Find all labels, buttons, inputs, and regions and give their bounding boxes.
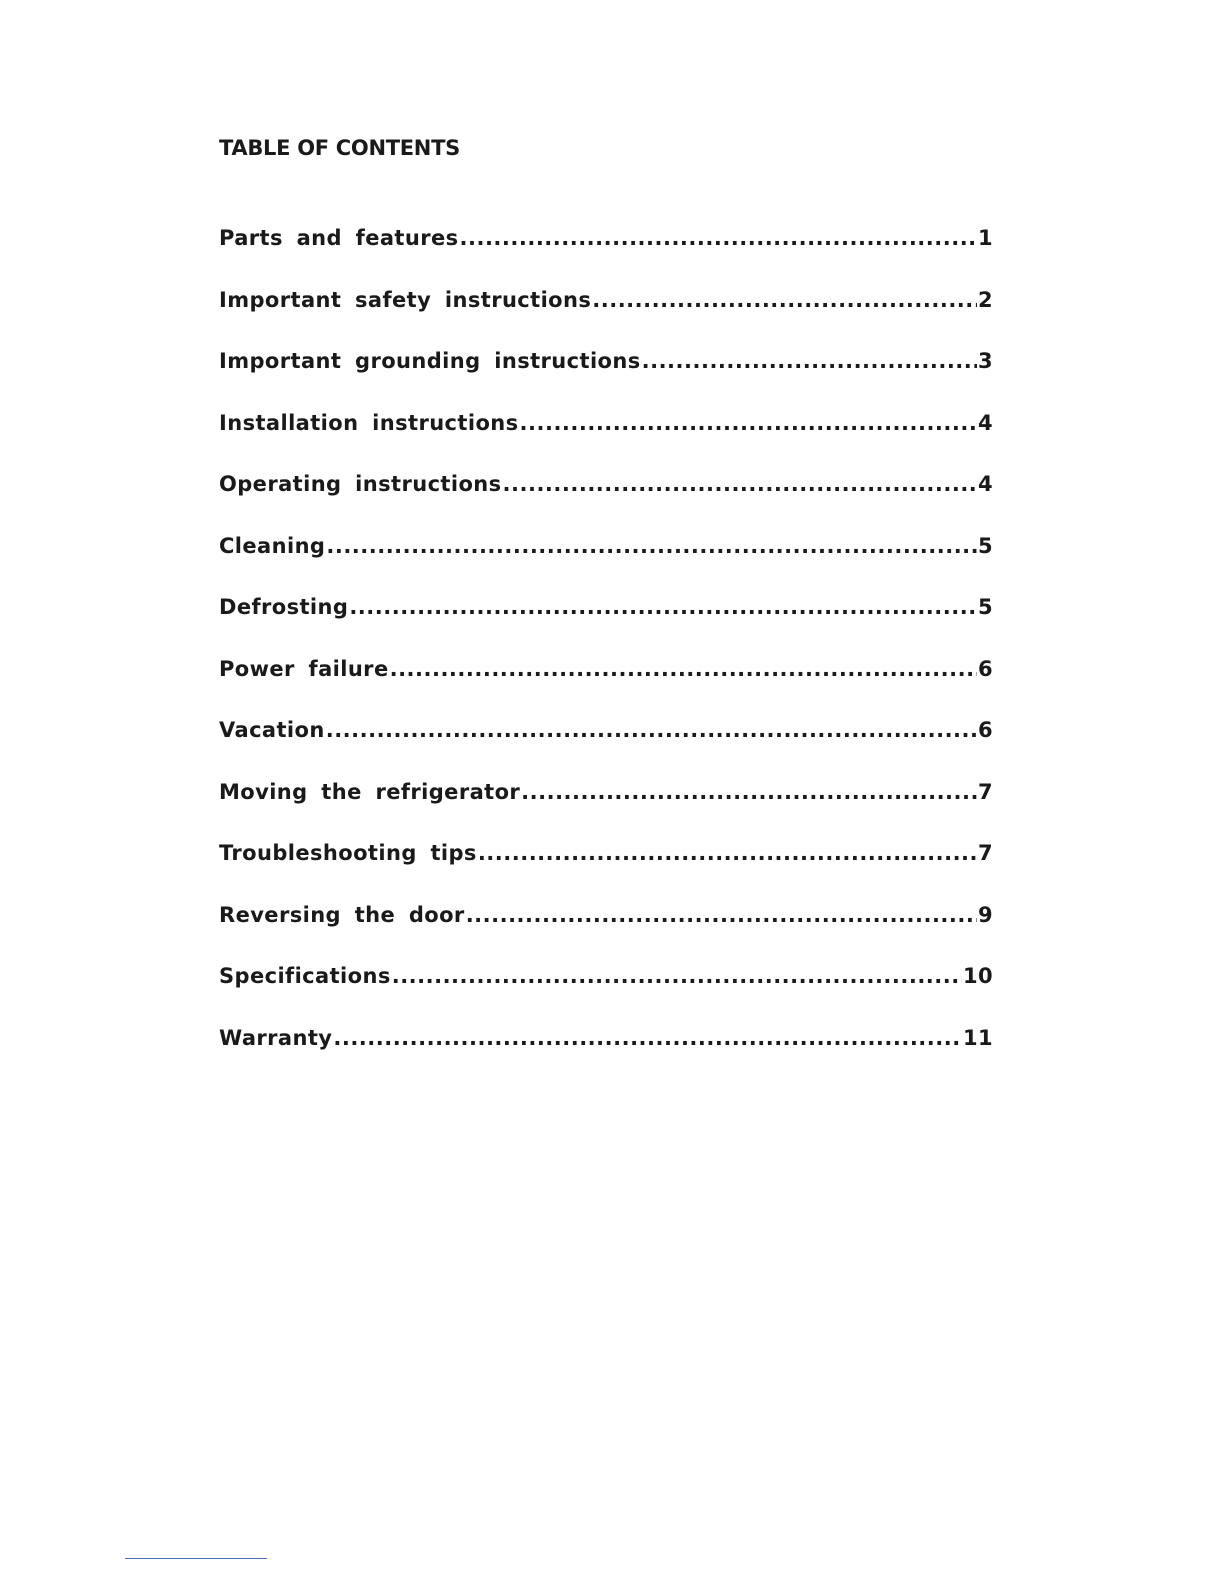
toc-entry-label: Moving the refrigerator — [219, 779, 521, 804]
toc-entry-page: 4 — [977, 410, 993, 435]
toc-dot-leader — [592, 284, 977, 316]
toc-list — [219, 222, 993, 1083]
toc-dot-leader — [520, 407, 977, 439]
toc-dot-leader — [333, 1022, 962, 1054]
toc-entry-operating-instructions[interactable] — [219, 468, 993, 530]
toc-entry-page: 6 — [977, 718, 993, 742]
toc-entry-parts-and-features[interactable] — [219, 222, 993, 284]
toc-dot-leader — [392, 960, 962, 992]
toc-entry-label: Cleaning — [219, 533, 326, 558]
toc-dot-leader — [503, 468, 977, 500]
toc-entry-important-safety-instructions[interactable] — [219, 284, 993, 346]
toc-entry-label: Important safety instructions — [219, 287, 592, 312]
toc-entry-label: Specifications — [219, 964, 391, 988]
footnote-separator-rule — [125, 1558, 267, 1559]
toc-title: TABLE OF CONTENTS — [219, 136, 460, 160]
toc-entry-installation-instructions[interactable] — [219, 407, 993, 469]
toc-entry-cleaning[interactable] — [219, 530, 993, 592]
toc-entry-page: 3 — [977, 349, 993, 373]
toc-dot-leader — [466, 899, 977, 931]
toc-entry-page: 7 — [977, 779, 993, 804]
toc-entry-page: 5 — [977, 533, 993, 558]
toc-entry-page: 6 — [977, 656, 993, 681]
toc-entry-page: 9 — [977, 902, 993, 927]
toc-dot-leader — [460, 222, 977, 254]
toc-entry-label: Vacation — [219, 718, 325, 742]
toc-entry-power-failure[interactable] — [219, 653, 993, 715]
toc-dot-leader — [326, 530, 977, 562]
toc-dot-leader — [390, 653, 977, 685]
toc-entry-reversing-the-door[interactable] — [219, 899, 993, 961]
toc-dot-leader — [326, 714, 977, 746]
toc-dot-leader — [478, 837, 977, 869]
toc-dot-leader — [521, 776, 977, 808]
toc-entry-label: Installation instructions — [219, 410, 519, 435]
toc-entry-label: Important grounding instructions — [219, 349, 641, 373]
toc-entry-moving-the-refrigerator[interactable] — [219, 776, 993, 838]
toc-entry-important-grounding-instructions[interactable] — [219, 345, 993, 407]
toc-entry-vacation[interactable] — [219, 714, 993, 776]
toc-entry-page: 11 — [962, 1025, 993, 1050]
toc-entry-defrosting[interactable] — [219, 591, 993, 653]
toc-entry-troubleshooting-tips[interactable] — [219, 837, 993, 899]
toc-entry-page: 4 — [977, 472, 993, 496]
toc-entry-label: Reversing the door — [219, 902, 465, 927]
toc-entry-label: Parts and features — [219, 226, 459, 250]
toc-entry-page: 1 — [977, 226, 993, 250]
toc-entry-page: 10 — [962, 964, 993, 988]
toc-entry-label: Defrosting — [219, 595, 349, 619]
toc-entry-page: 2 — [977, 287, 993, 312]
toc-dot-leader — [349, 591, 977, 623]
toc-entry-label: Warranty — [219, 1025, 333, 1050]
toc-entry-label: Troubleshooting tips — [219, 841, 477, 865]
toc-entry-page: 7 — [977, 841, 993, 865]
toc-entry-warranty[interactable] — [219, 1022, 993, 1084]
toc-entry-specifications[interactable] — [219, 960, 993, 1022]
toc-entry-label: Power failure — [219, 656, 389, 681]
toc-entry-label: Operating instructions — [219, 472, 502, 496]
toc-entry-page: 5 — [977, 595, 993, 619]
toc-dot-leader — [642, 345, 977, 377]
